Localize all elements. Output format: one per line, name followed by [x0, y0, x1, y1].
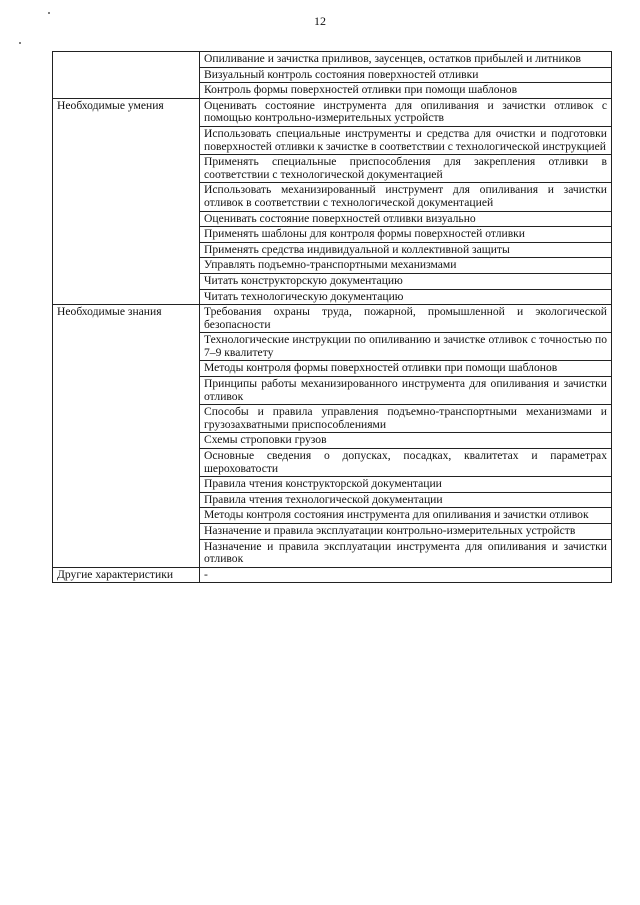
section-label	[53, 52, 200, 99]
section-label: Необходимые знания	[53, 305, 200, 568]
competency-table	[52, 51, 612, 583]
requirement-item: Читать технологическую документацию	[200, 289, 612, 305]
requirement-item: Применять специальные приспособления для закрепления отливки в соответствии с технологической документацией	[200, 155, 612, 183]
table-row	[53, 305, 612, 333]
requirement-item: Визуальный контроль состояния поверхностей отливки	[200, 67, 612, 83]
requirement-item: Принципы работы механизированного инструмента для опиливания и зачистки отливок	[200, 377, 612, 405]
requirement-item: Методы контроля состояния инструмента для опиливания и зачистки отливок	[200, 508, 612, 524]
requirement-item: Использовать специальные инструменты и средства для очистки и подготовки поверхностей отливки к зачистке в соответствии с технологической инструкцией	[200, 126, 612, 154]
requirement-item: Назначение и правила эксплуатации инструмента для опиливания и зачистки отливок	[200, 539, 612, 567]
requirement-item: Контроль формы поверхностей отливки при помощи шаблонов	[200, 83, 612, 99]
section-label: Необходимые умения	[53, 98, 200, 304]
scan-speck	[48, 12, 50, 14]
page-number: 12	[314, 14, 326, 28]
scan-speck	[19, 42, 21, 44]
requirement-item: Применять средства индивидуальной и коллективной защиты	[200, 242, 612, 258]
requirement-item: Опиливание и зачистка приливов, заусенцев, остатков прибылей и литников	[200, 52, 612, 68]
requirement-item: Оценивать состояние инструмента для опиливания и зачистки отливок с помощью контрольно-измерительных устройств	[200, 98, 612, 126]
section-label: Другие характеристики	[53, 567, 200, 583]
requirement-item: -	[200, 567, 612, 583]
requirement-item: Применять шаблоны для контроля формы поверхностей отливки	[200, 227, 612, 243]
requirement-item: Требования охраны труда, пожарной, промышленной и экологической безопасности	[200, 305, 612, 333]
requirement-item: Правила чтения конструкторской документации	[200, 477, 612, 493]
requirement-item: Управлять подъемно-транспортными механизмами	[200, 258, 612, 274]
requirement-item: Способы и правила управления подъемно-транспортными механизмами и грузозахватными приспособлениями	[200, 405, 612, 433]
requirement-item: Оценивать состояние поверхностей отливки визуально	[200, 211, 612, 227]
requirement-item: Читать конструкторскую документацию	[200, 273, 612, 289]
requirement-item: Схемы строповки грузов	[200, 433, 612, 449]
table-row	[53, 98, 612, 126]
requirement-item: Методы контроля формы поверхностей отливки при помощи шаблонов	[200, 361, 612, 377]
requirement-item: Основные сведения о допусках, посадках, квалитетах и параметрах шероховатости	[200, 449, 612, 477]
requirement-item: Правила чтения технологической документации	[200, 492, 612, 508]
requirement-item: Использовать механизированный инструмент для опиливания и зачистки отливок в соответствии с технологической документацией	[200, 183, 612, 211]
requirement-item: Назначение и правила эксплуатации контрольно-измерительных устройств	[200, 524, 612, 540]
requirement-item: Технологические инструкции по опиливанию и зачистке отливок с точностью по 7–9 квалитету	[200, 333, 612, 361]
table-row	[53, 567, 612, 583]
table-row	[53, 52, 612, 68]
